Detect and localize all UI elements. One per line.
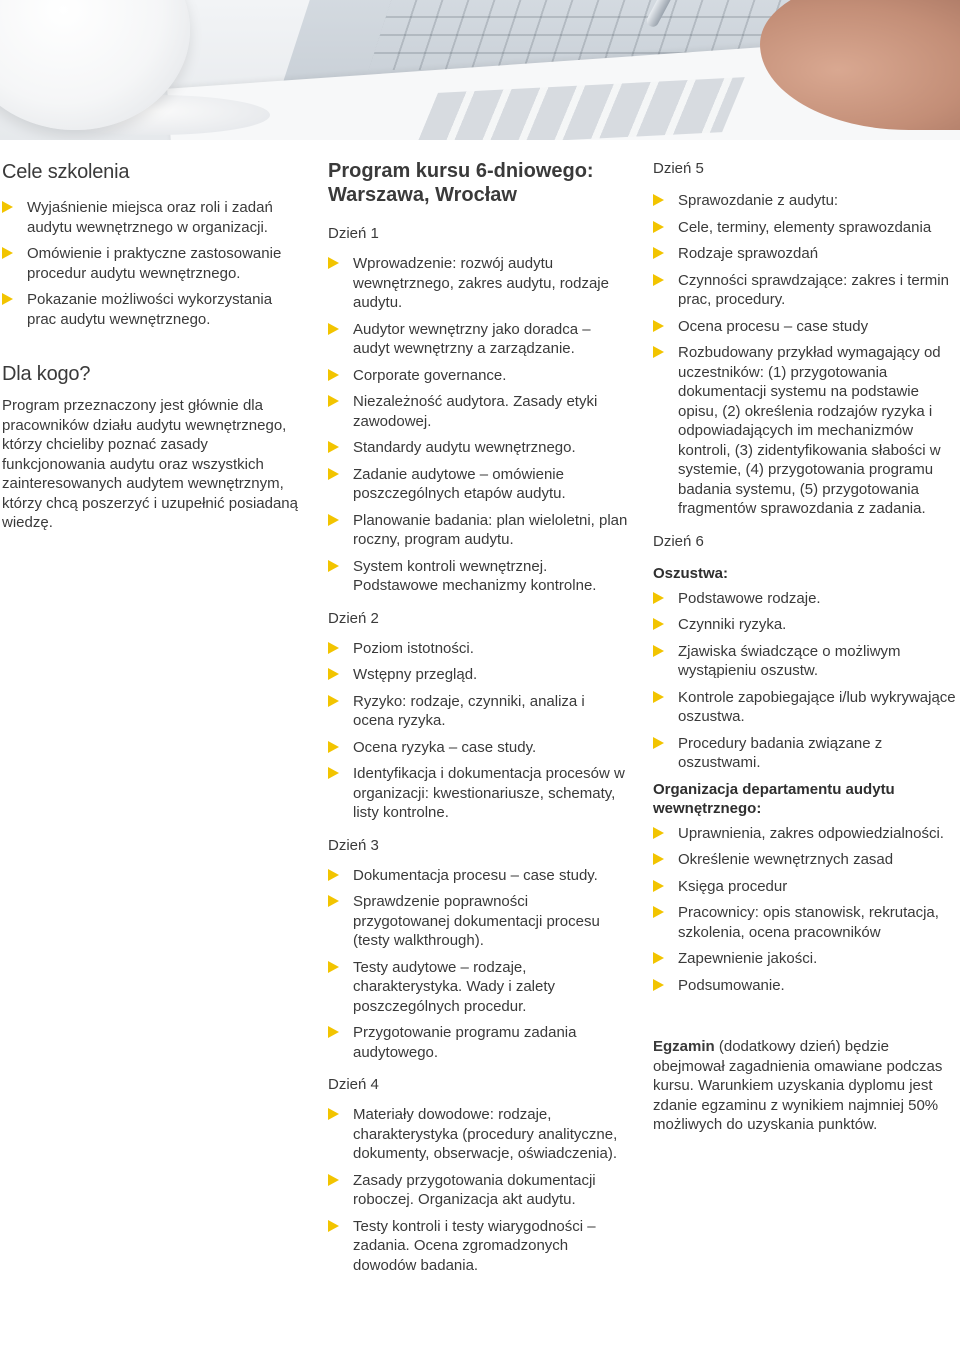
day6-label: Dzień 6 — [653, 532, 704, 550]
bullet-triangle-icon — [328, 1108, 339, 1120]
bullet-triangle-icon — [328, 514, 339, 526]
bullet-triangle-icon — [2, 293, 13, 305]
audience-title: Dla kogo? — [2, 363, 91, 385]
list-item: Planowanie badania: plan wieloletni, plan roczny, program audytu. — [328, 511, 628, 550]
bullet-triangle-icon — [328, 767, 339, 779]
list-item: Uprawnienia, zakres odpowiedzialności. — [653, 824, 960, 844]
bullet-triangle-icon — [653, 320, 664, 332]
bullet-triangle-icon — [328, 395, 339, 407]
bullet-triangle-icon — [653, 880, 664, 892]
list-item: Standardy audytu wewnętrznego. — [328, 438, 628, 458]
bullet-triangle-icon — [328, 895, 339, 907]
bullet-triangle-icon — [653, 346, 664, 358]
bullet-triangle-icon — [653, 827, 664, 839]
bullet-triangle-icon — [653, 691, 664, 703]
list-item: Wstępny przegląd. — [328, 665, 628, 685]
bullet-triangle-icon — [2, 247, 13, 259]
bullet-triangle-icon — [653, 952, 664, 964]
list-item: Księga procedur — [653, 877, 960, 897]
list-item: Wprowadzenie: rozwój audytu wewnętrznego, zakres audytu, rodzaje audytu. — [328, 254, 628, 313]
list-item: Niezależność audytora. Zasady etyki zawodowej. — [328, 392, 628, 431]
list-item: Wyjaśnienie miejsca oraz roli i zadań audytu wewnętrznego w organizacji. — [2, 198, 302, 237]
list-item: Ocena procesu – case study — [653, 317, 960, 337]
day2-list — [328, 639, 628, 823]
list-item: Zasady przygotowania dokumentacji roboczej. Organizacja akt audytu. — [328, 1171, 628, 1210]
list-item: Rodzaje sprawozdań — [653, 244, 960, 264]
bullet-triangle-icon — [653, 194, 664, 206]
middle-column — [328, 156, 628, 1282]
list-item: Procedury badania związane z oszustwami. — [653, 734, 960, 773]
bullet-triangle-icon — [653, 645, 664, 657]
day4-label: Dzień 4 — [328, 1076, 379, 1093]
list-item: Ocena ryzyka – case study. — [328, 738, 628, 758]
right-column — [653, 156, 960, 1135]
list-item: Identyfikacja i dokumentacja procesów w organizacji: kwestionariusze, schematy, listy kontrolne. — [328, 764, 628, 823]
exam-note — [653, 1037, 960, 1135]
day4-list — [328, 1105, 628, 1275]
bullet-triangle-icon — [328, 642, 339, 654]
left-column — [2, 156, 302, 533]
exam-text: (dodatkowy dzień) będzie obejmował zagadnienia omawiane podczas kursu. Warunkiem uzyskania dyplomu jest zdanie egzaminu z wynikiem najmniej 50% możliwych do uzyskania punktów. — [653, 1038, 943, 1133]
bullet-triangle-icon — [328, 869, 339, 881]
bullet-triangle-icon — [653, 592, 664, 604]
list-item: System kontroli wewnętrznej. Podstawowe mechanizmy kontrolne. — [328, 557, 628, 596]
bullet-triangle-icon — [653, 906, 664, 918]
bullet-triangle-icon — [653, 618, 664, 630]
bullet-triangle-icon — [328, 323, 339, 335]
fraud-list — [653, 589, 960, 773]
bullet-triangle-icon — [328, 369, 339, 381]
org-list — [653, 824, 960, 996]
day1-list — [328, 254, 628, 596]
bullet-triangle-icon — [653, 247, 664, 259]
bullet-triangle-icon — [328, 1026, 339, 1038]
list-item: Podsumowanie. — [653, 976, 960, 996]
list-item: Sprawdzenie poprawności przygotowanej dokumentacji procesu (testy walkthrough). — [328, 892, 628, 951]
list-item: Zadanie audytowe – omówienie poszczególnych etapów audytu. — [328, 465, 628, 504]
goals-title: Cele szkolenia — [2, 161, 130, 183]
bullet-triangle-icon — [653, 737, 664, 749]
bullet-triangle-icon — [2, 201, 13, 213]
list-item: Omówienie i praktyczne zastosowanie procedur audytu wewnętrznego. — [2, 244, 302, 283]
day2-label: Dzień 2 — [328, 609, 379, 627]
bullet-triangle-icon — [328, 1174, 339, 1186]
list-item: Zjawiska świadczące o możliwym wystąpieniu oszustw. — [653, 642, 960, 681]
bullet-triangle-icon — [653, 853, 664, 865]
bullet-triangle-icon — [328, 441, 339, 453]
list-item: Zapewnienie jakości. — [653, 949, 960, 969]
list-item: Podstawowe rodzaje. — [653, 589, 960, 609]
list-item: Testy kontroli i testy wiarygodności – zadania. Ocena zgromadzonych dowodów badania. — [328, 1217, 628, 1276]
list-item: Corporate governance. — [328, 366, 628, 386]
bullet-triangle-icon — [328, 468, 339, 480]
bullet-triangle-icon — [328, 1220, 339, 1232]
list-item: Czynniki ryzyka. — [653, 615, 960, 635]
list-item: Materiały dowodowe: rodzaje, charakterystyka (procedury analityczne, dokumenty, obserwacje, oświadczenia). — [328, 1105, 628, 1164]
list-item: Określenie wewnętrznych zasad — [653, 850, 960, 870]
bullet-triangle-icon — [328, 668, 339, 680]
header-photo — [0, 0, 960, 140]
program-title: Program kursu 6-dniowego: Warszawa, Wrocław — [328, 160, 594, 206]
list-item: Audytor wewnętrzny jako doradca – audyt wewnętrzny a zarządzanie. — [328, 320, 628, 359]
list-item: Kontrole zapobiegające i/lub wykrywające oszustwa. — [653, 688, 960, 727]
list-item: Testy audytowe – rodzaje, charakterystyka. Wady i zalety poszczególnych procedur. — [328, 958, 628, 1017]
org-title: Organizacja departamentu audytu wewnętrznego: — [653, 780, 895, 817]
day1-label: Dzień 1 — [328, 225, 379, 242]
list-item: Ryzyko: rodzaje, czynniki, analiza i ocena ryzyka. — [328, 692, 628, 731]
list-item: Dokumentacja procesu – case study. — [328, 866, 628, 886]
bullet-triangle-icon — [328, 695, 339, 707]
bullet-triangle-icon — [328, 961, 339, 973]
list-item: Sprawozdanie z audytu: — [653, 191, 960, 211]
list-item: Cele, terminy, elementy sprawozdania — [653, 218, 960, 238]
day5-list — [653, 191, 960, 519]
list-item: Przygotowanie programu zadania audytowego. — [328, 1023, 628, 1062]
exam-bold: Egzamin — [653, 1038, 715, 1055]
audience-text: Program przeznaczony jest głównie dla pracowników działu audytu wewnętrznego, którzy chcieliby poznać zasady funkcjonowania audytu oraz wszystkich zainteresowanych audytem wewnętrznym, którzy chcą poszerzyć i uzupełnić posiadaną wiedzę. — [2, 397, 298, 531]
bullet-triangle-icon — [328, 560, 339, 572]
list-item: Pokazanie możliwości wykorzystania prac audytu wewnętrznego. — [2, 290, 302, 329]
fraud-title: Oszustwa: — [653, 564, 729, 582]
list-item: Rozbudowany przykład wymagający od uczestników: (1) przygotowania dokumentacji systemu na podstawie opisu, (2) określenia rodzajów ryzyka i odpowiadających im mechanizmów kontroli, (3) zidentyfikowania słabości w systemie, (4) przygotowania programu badania systemu, (5) przygotowania fragmentów sprawozdania z zadania. — [653, 343, 960, 519]
list-item: Czynności sprawdzające: zakres i termin prac, procedury. — [653, 271, 960, 310]
bullet-triangle-icon — [328, 741, 339, 753]
bullet-triangle-icon — [653, 274, 664, 286]
day3-label: Dzień 3 — [328, 836, 379, 854]
day5-label: Dzień 5 — [653, 160, 704, 177]
day3-list — [328, 866, 628, 1063]
bullet-triangle-icon — [653, 221, 664, 233]
goals-list — [2, 198, 302, 329]
list-item: Pracownicy: opis stanowisk, rekrutacja, szkolenia, ocena pracowników — [653, 903, 960, 942]
list-item: Poziom istotności. — [328, 639, 628, 659]
bullet-triangle-icon — [653, 979, 664, 991]
bullet-triangle-icon — [328, 257, 339, 269]
